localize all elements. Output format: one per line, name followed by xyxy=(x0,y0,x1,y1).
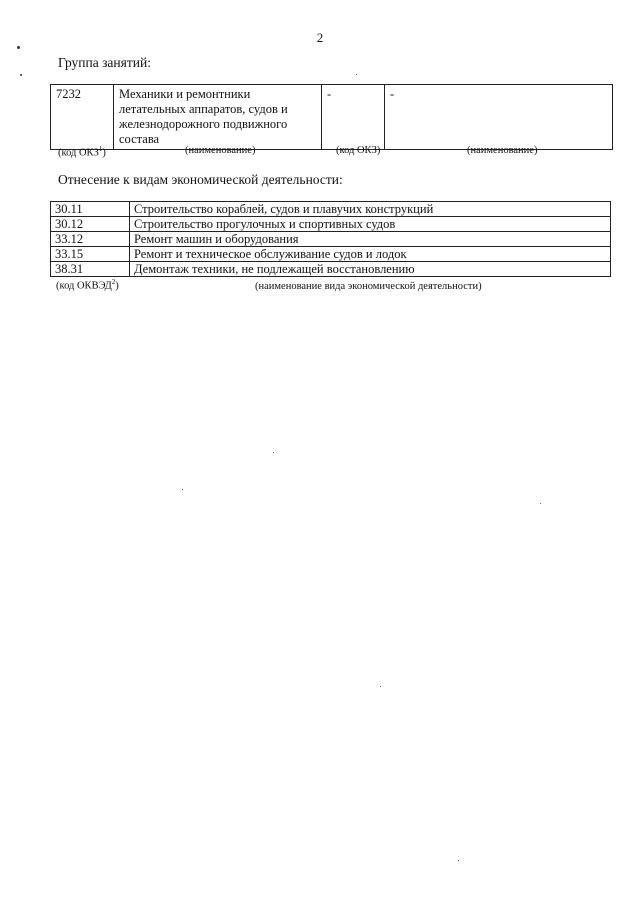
table-row xyxy=(51,262,611,277)
okz-name2-caption: (наименование) xyxy=(467,145,538,156)
okved-code-caption: (код ОКВЭД$^2$) xyxy=(56,278,119,292)
scan-speck xyxy=(356,74,357,75)
okved-name-cell: Строительство прогулочных и спортивных судов xyxy=(130,217,611,232)
okz-name-caption: (наименование) xyxy=(185,145,256,156)
okved-name-cell: Ремонт и техническое обслуживание судов и лодок xyxy=(130,247,611,262)
okz-code2-caption: (код ОКЗ) xyxy=(336,145,381,156)
table-row xyxy=(51,202,611,217)
page-number: 2 xyxy=(316,30,324,45)
scan-speck xyxy=(182,489,183,490)
okz-code2-cell: - xyxy=(322,85,385,150)
okved-code-cell: 38.31 xyxy=(51,262,130,277)
okved-code-cell: 30.11 xyxy=(51,202,130,217)
okved-code-cell: 33.15 xyxy=(51,247,130,262)
okved-name-cell: Демонтаж техники, не подлежащей восстановлению xyxy=(130,262,611,277)
okved-code-cell: 30.12 xyxy=(51,217,130,232)
economic-activity-title: Отнесение к видам экономической деятельности: xyxy=(58,172,343,187)
okved-name-caption: (наименование вида экономической деятельности) xyxy=(255,281,482,292)
occupation-group-table xyxy=(50,84,613,150)
okz-name-cell: Механики и ремонтники летательных аппаратов, судов и железнодорожного подвижного состава xyxy=(114,85,322,150)
table-row xyxy=(51,247,611,262)
occupation-group-title: Группа занятий: xyxy=(58,55,151,70)
scan-speck xyxy=(458,860,459,861)
table-row xyxy=(51,85,613,150)
table-row xyxy=(51,232,611,247)
okved-name-cell: Строительство кораблей, судов и плавучих конструкций xyxy=(130,202,611,217)
scan-speck xyxy=(17,46,20,49)
scan-speck xyxy=(540,503,541,504)
okz-name2-cell: - xyxy=(385,85,613,150)
okved-code-cell: 33.12 xyxy=(51,232,130,247)
okz-code-caption: (код ОКЗ$^1$) xyxy=(58,145,106,159)
okved-name-cell: Ремонт машин и оборудования xyxy=(130,232,611,247)
scan-speck xyxy=(273,452,274,453)
scan-speck xyxy=(20,74,22,76)
okz-code-cell: 7232 xyxy=(51,85,114,150)
scan-speck xyxy=(380,686,381,687)
okved-table xyxy=(50,201,611,277)
table-row xyxy=(51,217,611,232)
